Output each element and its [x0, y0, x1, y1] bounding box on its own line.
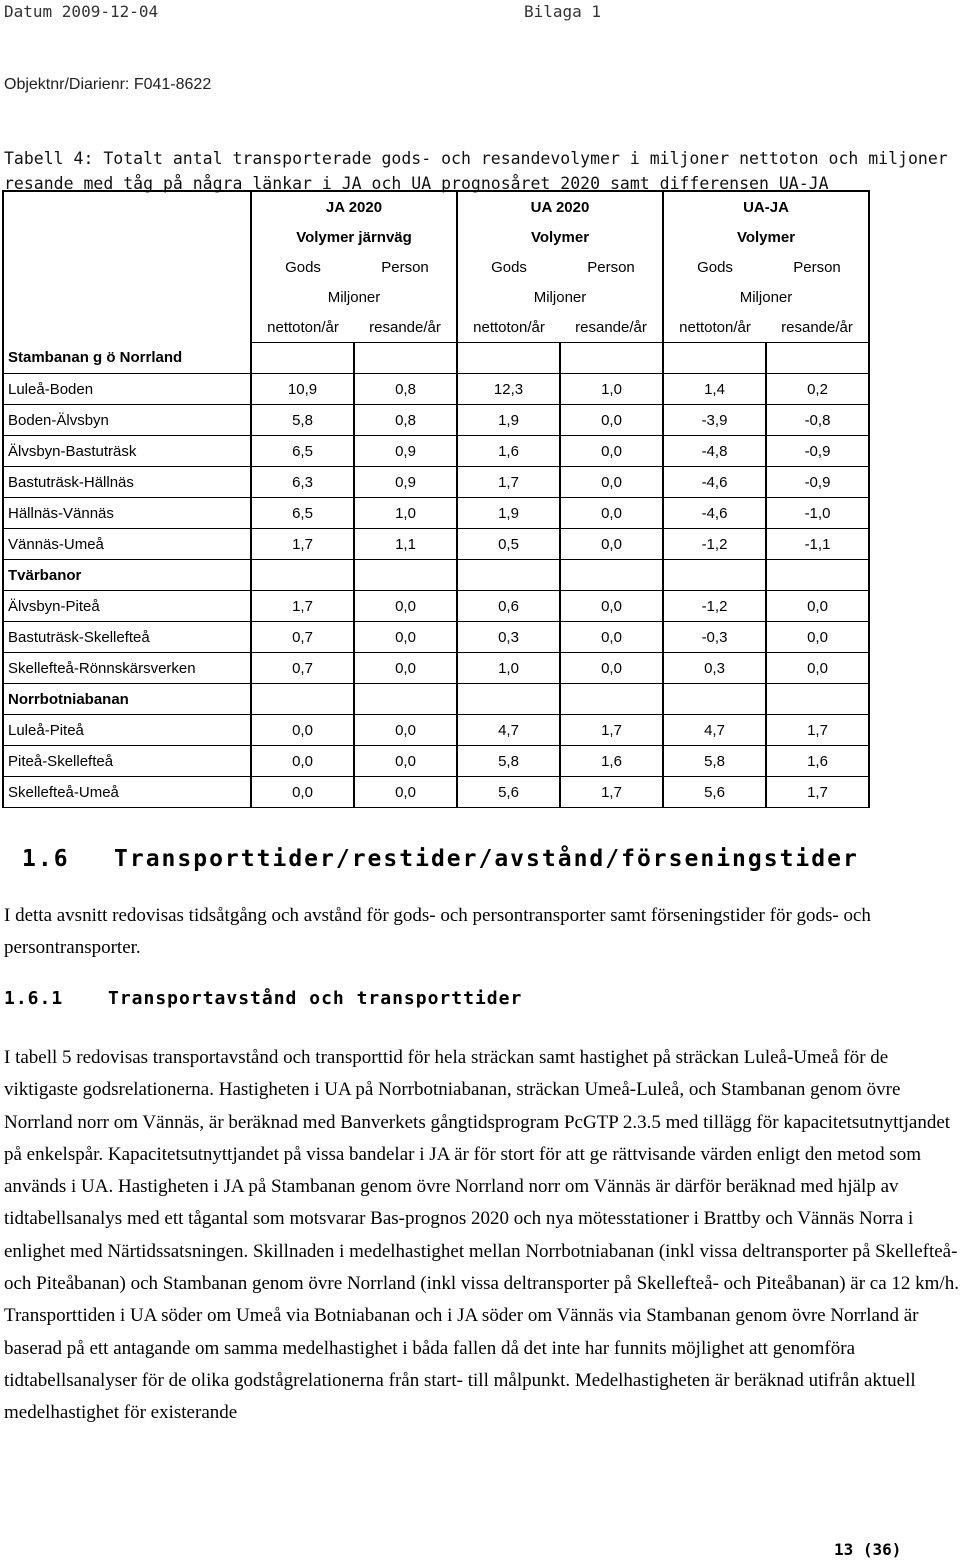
table-row	[3, 467, 869, 498]
value-cell	[251, 560, 354, 591]
value-cell: 0,0	[560, 622, 663, 653]
scenario-header: UA 2020	[457, 191, 663, 222]
value-cell	[766, 684, 869, 715]
value-cell: 0,0	[251, 777, 354, 808]
value-cell: 5,8	[251, 405, 354, 436]
route-name: Skellefteå-Rönnskärsverken	[3, 653, 251, 684]
section-paragraph-1-6: I detta avsnitt redovisas tidsåtgång och avstånd för gods- och persontransporter samt förseningstider för gods- och persontransporter.	[4, 905, 871, 958]
object-number: Objektnr/Diarienr: F041-8622	[4, 76, 212, 93]
value-cell: 0,7	[251, 622, 354, 653]
value-cell: 6,5	[251, 498, 354, 529]
value-cell: 0,5	[457, 529, 560, 560]
value-cell: 0,0	[560, 529, 663, 560]
value-cell: 0,0	[560, 653, 663, 684]
value-cell: -0,9	[766, 436, 869, 467]
unit-header: nettoton/år	[457, 312, 560, 343]
type-header: Person	[354, 252, 457, 282]
value-cell: 1,0	[354, 498, 457, 529]
value-cell: 1,7	[560, 777, 663, 808]
value-cell: 0,0	[354, 746, 457, 777]
subsection-title: Transportavstånd och transporttider	[108, 988, 523, 1009]
table-row	[3, 529, 869, 560]
value-cell: 0,0	[354, 622, 457, 653]
value-cell: 0,0	[766, 622, 869, 653]
value-cell: 0,9	[354, 467, 457, 498]
header-corner	[3, 191, 251, 343]
document-date: Datum 2009-12-04	[4, 2, 159, 21]
table-row	[3, 653, 869, 684]
value-cell: 0,0	[354, 653, 457, 684]
value-cell: 0,0	[560, 405, 663, 436]
value-cell	[766, 560, 869, 591]
section-row	[3, 684, 869, 715]
value-cell: 0,0	[354, 777, 457, 808]
value-cell: 0,0	[251, 715, 354, 746]
table-row	[3, 405, 869, 436]
value-cell: 1,9	[457, 498, 560, 529]
type-header: Person	[766, 252, 869, 282]
value-cell: 1,6	[457, 436, 560, 467]
value-cell: 6,3	[251, 467, 354, 498]
value-cell: 0,0	[354, 591, 457, 622]
value-cell: -1,2	[663, 591, 766, 622]
value-cell: 1,7	[457, 467, 560, 498]
value-cell: 0,0	[560, 436, 663, 467]
value-cell	[251, 684, 354, 715]
value-cell: 0,6	[457, 591, 560, 622]
value-cell: 5,8	[663, 746, 766, 777]
value-cell: 10,9	[251, 374, 354, 405]
value-cell: 0,0	[251, 746, 354, 777]
route-name: Älvsbyn-Piteå	[3, 591, 251, 622]
value-cell: 1,4	[663, 374, 766, 405]
millions-header: Miljoner	[663, 282, 869, 312]
route-name: Piteå-Skellefteå	[3, 746, 251, 777]
unit-header: nettoton/år	[663, 312, 766, 343]
page-number: 13 (36)	[834, 1540, 902, 1559]
unit-header: nettoton/år	[251, 312, 354, 343]
section-label: Stambanan g ö Norrland	[3, 343, 251, 374]
header-row-scenario	[3, 191, 869, 222]
section-row	[3, 343, 869, 374]
value-cell: 4,7	[457, 715, 560, 746]
section-paragraph-1-6-1: I tabell 5 redovisas transportavstånd och transporttid för hela sträckan samt hastighet på sträckan Luleå-Umeå för de viktigaste godsrelationerna. Hastigheten i UA på Norrbotniabanan, sträckan Umeå-Luleå, och Stambanan genom övre Norrland norr om Vännäs, är beräknad med Banverkets gångtidsprogram PcGTP 2.3.5 med tillägg för kapacitetsutnyttjandet på enkelspår. Kapacitetsutnyttjandet på vissa bandelar i JA är för stort för att ge rättvisande värden enligt den metod som används i UA. Hastigheten i JA på Stambanan genom övre Norrland norr om Vännäs är därför beräknad med hjälp av tidtabellsanalys med ett tågantal som motsvarar Bas-prognos 2020 och nya mötesstationer i Brattby och Vännäs Norra i enlighet med Närtidssatsningen. Skillnaden i medelhastighet mellan Norrbotniabanan (inkl vissa deltransporter på Skellefteå- och Piteåbanan) och Stambanan genom övre Norrland (inkl vissa deltransporter på Skellefteå- och Piteåbanan) är ca 12 km/h. Transporttiden i UA söder om Umeå via Botniabanan och i JA söder om Vännäs via Stambanan genom övre Norrland är baserad på ett antagande om samma medelhastighet i båda fallen då det inte har funnits möjlighet att genomföra tidtabellsanalyser för de olika godstågrelationerna från start- till målpunkt. Medelhastigheten är beräknad utifrån aktuell medelhastighet för existerande	[4, 1047, 959, 1424]
table-row	[3, 374, 869, 405]
value-cell: 0,0	[354, 715, 457, 746]
value-cell: -4,6	[663, 498, 766, 529]
millions-header: Miljoner	[251, 282, 457, 312]
section-label: Tvärbanor	[3, 560, 251, 591]
table-row	[3, 746, 869, 777]
section-heading-1-6-1	[4, 988, 522, 1009]
value-cell	[560, 560, 663, 591]
value-cell: 0,0	[560, 498, 663, 529]
table-row	[3, 715, 869, 746]
value-cell: 5,8	[457, 746, 560, 777]
table-caption-line-1: Tabell 4: Totalt antal transporterade gods- och resandevolymer i miljoner nettoton och miljoner	[4, 149, 948, 168]
value-cell: -0,9	[766, 467, 869, 498]
value-cell	[766, 343, 869, 374]
value-cell	[354, 684, 457, 715]
value-cell: 4,7	[663, 715, 766, 746]
value-cell: 0,3	[663, 653, 766, 684]
type-header: Gods	[663, 252, 766, 282]
value-cell: 0,2	[766, 374, 869, 405]
value-cell: 1,0	[457, 653, 560, 684]
value-cell: 1,1	[354, 529, 457, 560]
value-cell: 0,3	[457, 622, 560, 653]
value-cell	[354, 560, 457, 591]
value-cell	[457, 343, 560, 374]
value-cell: 12,3	[457, 374, 560, 405]
route-name: Luleå-Piteå	[3, 715, 251, 746]
value-cell	[663, 684, 766, 715]
route-name: Bastuträsk-Skellefteå	[3, 622, 251, 653]
table-caption	[4, 146, 948, 196]
volume-header: Volymer järnväg	[251, 222, 457, 252]
value-cell: 5,6	[663, 777, 766, 808]
value-cell: 1,9	[457, 405, 560, 436]
value-cell	[457, 560, 560, 591]
value-cell: 0,0	[766, 591, 869, 622]
route-name: Älvsbyn-Bastuträsk	[3, 436, 251, 467]
value-cell: 0,7	[251, 653, 354, 684]
section-number: 1.6	[22, 846, 70, 872]
value-cell: 1,6	[560, 746, 663, 777]
value-cell: 1,7	[766, 777, 869, 808]
value-cell: -1,2	[663, 529, 766, 560]
value-cell: 0,0	[560, 467, 663, 498]
route-name: Skellefteå-Umeå	[3, 777, 251, 808]
value-cell: 1,7	[560, 715, 663, 746]
value-cell: 0,9	[354, 436, 457, 467]
value-cell: -0,8	[766, 405, 869, 436]
volume-header: Volymer	[663, 222, 869, 252]
value-cell: 5,6	[457, 777, 560, 808]
value-cell: -0,3	[663, 622, 766, 653]
value-cell	[560, 343, 663, 374]
value-cell: 1,7	[251, 591, 354, 622]
value-cell: 1,7	[766, 715, 869, 746]
route-name: Hällnäs-Vännäs	[3, 498, 251, 529]
value-cell: -1,1	[766, 529, 869, 560]
value-cell	[251, 343, 354, 374]
value-cell: -1,0	[766, 498, 869, 529]
route-name: Vännäs-Umeå	[3, 529, 251, 560]
table-caption-line-2: resande med tåg på några länkar i JA och UA prognosåret 2020 samt differensen UA-JA	[4, 174, 829, 193]
value-cell: 0,8	[354, 374, 457, 405]
value-cell	[663, 560, 766, 591]
unit-header: resande/år	[766, 312, 869, 343]
subsection-number: 1.6.1	[4, 988, 64, 1009]
route-name: Luleå-Boden	[3, 374, 251, 405]
millions-header: Miljoner	[457, 282, 663, 312]
table-row	[3, 777, 869, 808]
section-heading-1-6	[22, 846, 859, 872]
value-cell: -3,9	[663, 405, 766, 436]
route-name: Boden-Älvsbyn	[3, 405, 251, 436]
table-row	[3, 498, 869, 529]
value-cell: 1,6	[766, 746, 869, 777]
value-cell: 6,5	[251, 436, 354, 467]
table-row	[3, 622, 869, 653]
type-header: Gods	[457, 252, 560, 282]
section-label: Norrbotniabanan	[3, 684, 251, 715]
value-cell: 1,7	[251, 529, 354, 560]
section-row	[3, 560, 869, 591]
table-row	[3, 591, 869, 622]
unit-header: resande/år	[354, 312, 457, 343]
section-title: Transporttider/restider/avstånd/förseningstider	[114, 846, 859, 872]
volume-table	[2, 190, 870, 808]
attachment-label: Bilaga 1	[524, 2, 602, 21]
value-cell: 0,0	[560, 591, 663, 622]
value-cell	[457, 684, 560, 715]
scenario-header: UA-JA	[663, 191, 869, 222]
value-cell: 0,8	[354, 405, 457, 436]
value-cell	[663, 343, 766, 374]
value-cell	[354, 343, 457, 374]
route-name: Bastuträsk-Hällnäs	[3, 467, 251, 498]
type-header: Gods	[251, 252, 354, 282]
value-cell: 1,0	[560, 374, 663, 405]
value-cell	[560, 684, 663, 715]
volume-header: Volymer	[457, 222, 663, 252]
value-cell: 0,0	[766, 653, 869, 684]
unit-header: resande/år	[560, 312, 663, 343]
type-header: Person	[560, 252, 663, 282]
scenario-header: JA 2020	[251, 191, 457, 222]
value-cell: -4,8	[663, 436, 766, 467]
table-row	[3, 436, 869, 467]
value-cell: -4,6	[663, 467, 766, 498]
